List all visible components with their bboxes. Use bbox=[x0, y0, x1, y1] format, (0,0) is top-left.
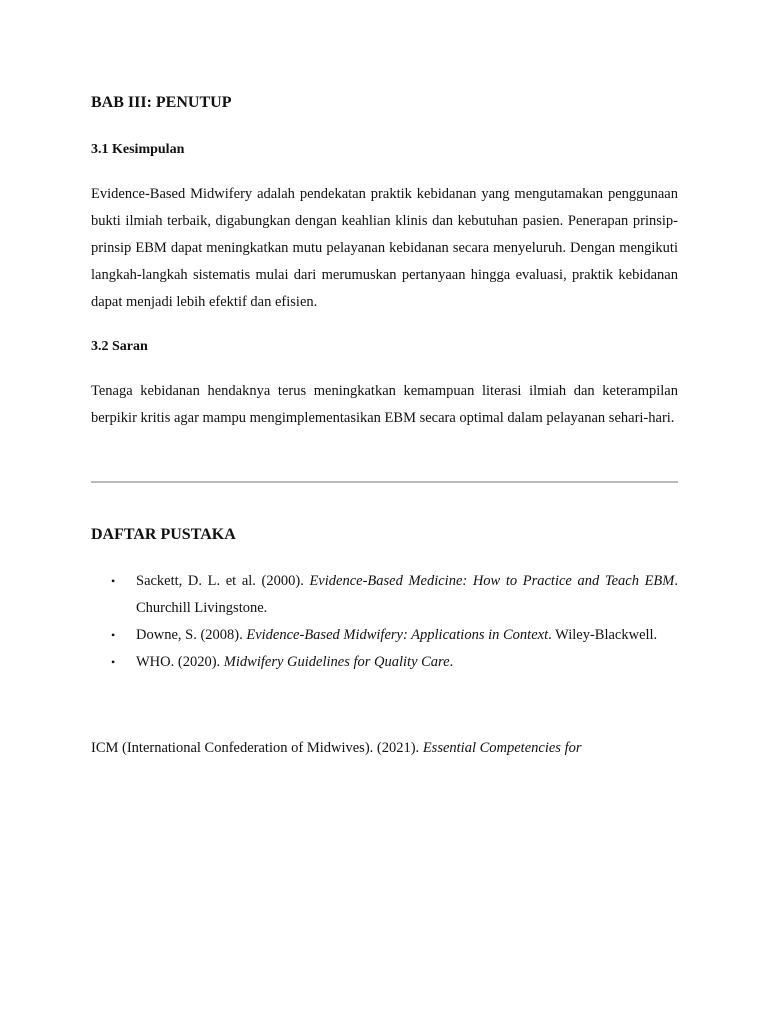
reference-author-year: WHO. (2020). bbox=[136, 654, 224, 670]
reference-publisher: . Wiley-Blackwell. bbox=[548, 627, 658, 643]
reference-list bbox=[91, 568, 678, 676]
section-heading-saran: 3.2 Saran bbox=[91, 339, 148, 354]
reference-publisher: . bbox=[449, 654, 454, 670]
bibliography-title: DAFTAR PUSTAKA bbox=[91, 526, 236, 543]
bullet-icon: • bbox=[111, 628, 116, 642]
reference-item bbox=[91, 622, 678, 649]
saran-paragraph: Tenaga kebidanan hendaknya terus meningkatkan kemampuan literasi ilmiah dan keterampilan berpikir kritis agar mampu mengimplementasikan EBM secara optimal dalam pelayanan sehari-hari. bbox=[91, 383, 678, 426]
trailing-reference bbox=[91, 735, 678, 762]
section-heading-kesimpulan: 3.1 Kesimpulan bbox=[91, 142, 185, 157]
reference-author-year: Downe, S. (2008). bbox=[136, 627, 247, 643]
reference-author-year: Sackett, D. L. et al. (2000). bbox=[136, 573, 310, 589]
bullet-icon: • bbox=[111, 574, 116, 588]
reference-title: Evidence-Based Midwifery: Applications in Context bbox=[246, 627, 549, 643]
reference-title: Midwifery Guidelines for Quality Care bbox=[223, 654, 450, 670]
bullet-icon: • bbox=[111, 655, 116, 669]
trailing-reference-title: Essential Competencies for bbox=[422, 739, 582, 756]
reference-item bbox=[91, 649, 678, 676]
reference-item bbox=[91, 568, 678, 622]
trailing-reference-author-year: ICM (International Confederation of Midwives). (2021). bbox=[91, 739, 423, 756]
reference-title: Evidence-Based Medicine: How to Practice and Teach EBM bbox=[309, 573, 675, 589]
reference-publisher: . Churchill Livingstone. bbox=[136, 573, 678, 616]
chapter-title: BAB III: PENUTUP bbox=[91, 94, 232, 111]
kesimpulan-paragraph: Evidence-Based Midwifery adalah pendekatan praktik kebidanan yang mengutamakan penggunaan bukti ilmiah terbaik, digabungkan dengan keahlian klinis dan kebutuhan pasien. Penerapan prinsip-prinsip EBM dapat meningkatkan mutu pelayanan kebidanan secara menyeluruh. Dengan mengikuti langkah-langkah sistematis mulai dari merumuskan pertanyaan hingga evaluasi, praktik kebidanan dapat menjadi lebih efektif dan efisien. bbox=[91, 186, 678, 310]
horizontal-divider bbox=[91, 481, 678, 483]
